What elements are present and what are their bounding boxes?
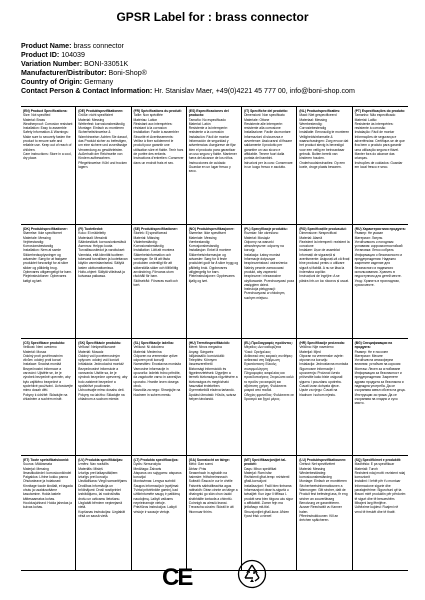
spec-cell-heading: (EL) Προδιαγραφές προϊόντος: [244,341,293,345]
spec-cell-heading: (MT) Speċifikazzjonijiet tal-prodott: [244,458,287,467]
spec-cell [297,339,352,455]
spec-cell-text: Size: Not specified Material: Brass Weatherproof: Corrosion resistant Installation: Easy to assemble Safety Information & Warnings: Make sure to securely fasten the product to ensure safe and reliable use. Keep out of reach of children. Care instructions: Store in a cool, dry place. [23,113,73,161]
spec-cell-text: Izmērs: Nav norādīts Materiāls: Misiņš Izturīgs pret laikapstākļiem: izturīgs pret koroziju Uzstādīšana: Viegli samontējams Drošības informācija un brīdinājumi: Droši nostipriniet izstrādājumu, lai nodrošinātu drošu un uzticamu lietošanu. Uzglabāt bērniem nepieejamā vietā. Kopšanas instrukcijas: Uzglabāt vēsā un sausā vietā. [78,462,127,518]
spec-cell-text: Maat: Niet gespecificeerd Materiaal: Messing Weerbestendig: Corrosiebestendig Installatie: Eenvoudig te monteren Veiligheidsinformatie & waarschuwingen: Zorg ervoor dat het product stevig is bevestigd voor een veilig en betrouwbaar gebruik. Buiten bereik van kinderen houden. Onderhoudsinstructies: Op een koele, droge plaats bewaren. [299,113,350,169]
spec-cell-heading: (SQ) Specifikimet e produktit: [354,458,401,462]
spec-cell-heading: (RU) Характеристики продукта: [354,227,406,231]
info-value: Germany [84,78,114,87]
spec-cell-heading: (PL) Specyfikacje produktu: [244,227,288,231]
spec-cell [132,456,187,570]
spec-cell-heading: (SE) Produktspecifikationer: [133,227,178,231]
spec-cell-heading: (HU) Termékspecifikációk: [188,341,230,345]
spec-cell-text: Daqs: Mhux speċifikat Materjal: Ram isfar Reżistenti għat-temp: reżistenti għall-korrużjoni Installazzjoni: Faċli biex tintrama Informazzjoni dwar is-sigurtà u twissijiet: Kun żgur li tiffissa l-prodott sew biex tiżgura użu sigur u affidabbli. Żomm fejn ma jintlaħaqx mit-tfal. Struzzjonijiet għall-kura: Aħżen f'post frisk u niexef. [244,466,294,518]
spec-cell-heading: (FI) Tuotetiedot: [78,227,104,231]
spec-cell-heading: (SL) Specifikacije izdelka: [133,341,174,345]
spec-cell-heading: (HR) Specifikacije proizvoda: [299,341,345,345]
spec-cell-text: Suurus: Määramata Materjal: Messing Ilmastikukindel: korrosioonikindel Paigaldus: Lihtne kokku panna Ohutusteave ja hoiatused: Kinnitage toode kindlalt, et tagada ohutu ja usaldusväärne kasutamine. Hoida lastele kättesaamatus kohas. Hooldusjuhised: Hoida jahedas ja kuivas kohas. [23,462,73,510]
info-label: Manufacturer/Distributor: [21,69,107,78]
spec-cell [76,225,131,338]
spec-cell-text: Koko: Ei määritelty Materiaali: Messinki Säänkestävä: korroosionkestävä Asennus: Helppo koota Turvallisuustiedot ja varoitukset: Varmista, että kiinnität tuotteen tukevasti turvallisen ja luotettavan käytön varmistamiseksi. Säilytä lasten ulottumattomissa. Hoito-ohjeet: Säilytä viileässä ja kuivassa paikassa. [78,231,128,279]
spec-cell-text: Размер: Не е посочен Материал: Месинг Устойчив на атмосферни влияния: устойчив на корозия Монтаж: Лесен за сглобяване Информация за безопасност и предупреждения: Закрепете здраво продукта за безопасна и надеждна употреба. Да се съхранява извън обсега на деца. Инструкции за грижа: Да се съхранява на хладно и сухо място. [354,349,406,406]
info-row-product-name [21,42,411,51]
spec-cell [353,456,408,570]
spec-row [21,456,408,571]
spec-row [21,107,408,225]
spec-cell-text: Størrelse: Ikke specificeret Materiale: Messing Vejrbestandig: Korrosionsbestandig Installation: Nem at samle Sikkerhedsoplysninger og advarsler: Sørg for at fastgøre produktet forsvarligt for at sikre sikker og pålidelig brug. Opbevares utilgængeligt for børn. Plejeinstruktioner: Opbevares køligt og tørt. [23,231,73,283]
spec-cell-heading: (IT) Specifiche del prodotto: [244,109,288,113]
spec-cell-text: Μέγεθος: Δεν καθορίζεται Υλικό: Ορείχαλκος Ανθεκτικό στις καιρικές συνθήκες: ανθεκτικό στη διάβρωση Εγκατάσταση: Εύκολη συναρμολόγηση Πληροφορίες ασφαλείας και προειδοποιήσεις: Στερεώστε καλά το προϊόν για ασφαλή και αξιόπιστη χρήση. Φυλάσσετε μακριά από παιδιά. Οδηγίες φροντίδας: Φυλάσσετε σε δροσερό και ξηρό μέρος. [244,345,295,401]
spec-cell [353,339,408,455]
spec-cell-heading: (NL) Productspecificaties: [299,109,341,113]
spec-cell [297,456,352,570]
spec-cell [76,456,131,570]
spec-grid [21,106,408,571]
spec-cell [353,107,408,224]
spec-cell-text: Tamanho: Não especificado Material: Latão Resistente às intempéries: resistente à corrosão Instalação: Fácil de montar Informações de segurança e advertências: Certifique-se de que fixa bem o produto para garantir uma utilização segura e fiável. Manter fora do alcance das crianças. Instruções de cuidados: Guardar em local fresco e seco. [354,113,405,169]
spec-cell-text: Dydis: Nenurodyta Medžiaga: Žalvaris Atsparus oro sąlygoms: atsparus korozijai Montavimas: Lengva surinkti Saugos informacija ir įspėjimai: Tvirtai pritvirtinkite gaminį, kad užtikrintumėte saugų ir patikimą naudojimą. Laikyti vaikams neprieinamoje vietoje. Priežiūros instrukcijos: Laikyti vėsioje ir sausoje vietoje. [133,462,182,514]
spec-cell [353,225,408,338]
spec-cell-text: Storlek: Ej specificerad Material: Mässing Väderbeständig: Korrosionsbeständig Installation: Lätt att montera Säkerhetsinformation och varningar: Se till att fästa produkten ordentligt för att säkerställa säker och tillförlitlig användning. Förvaras utom räckhåll för barn. Skötselråd: Förvaras svalt och torrt. [133,231,179,287]
product-info [21,42,411,97]
info-row-product-id [21,51,411,60]
spec-cell-heading: (FR) Spécifications du produit: [133,109,182,113]
spec-cell-text: Rozmiar: Nie określono Materiał: Mosiądz Odporny na warunki atmosferyczne: odporny na korozję Instalacja: Łatwy montaż Informacje dotyczące bezpieczeństwa i ostrzeżenia: Należy pewnie zamocować produkt, aby zapewnić bezpieczne i niezawodne użytkowanie. Przechowywać poza zasięgiem dzieci. Instrukcja pielęgnacji: Przechowywać w chłodnym, suchym miejscu. [244,231,295,300]
spec-cell-heading: (RO) Specificațiile produsului: [299,227,347,231]
info-value: Hr. Stanislav Maer, +49(0)4221 45 777 00, info@boni-shop.com [154,87,355,96]
spec-cell-text: Dimensioni: Non specificato Materiale: Ottone Resistente alle intemperie: resistente alla corrosione Installazione: Facile da montare Informazioni di sicurezza e avvertenze: Assicurarsi di fissare saldamente il prodotto per garantire un uso sicuro e affidabile. Tenere fuori dalla portata dei bambini. Istruzioni per la cura: Conservare in un luogo fresco e asciutto. [244,113,293,169]
spec-cell-heading: (EN) Product Specifications: [23,109,68,113]
spec-cell-heading: (GA) Sonraíocht an táirge: [188,458,230,462]
spec-cell-text: Tamaño: No especificado Material: Latón Resistente a la intemperie: resistente a la corrosión Instalación: Fácil de montar Información de seguridad y advertencias: Asegúrese de fijar bien el producto para garantizar un uso seguro y fiable. Mantener fuera del alcance de los niños. Instrucciones de cuidado: Guardar en un lugar fresco y seco. [188,117,237,174]
page-title: GPSR Label for : brass connector [116,10,309,24]
spec-cell-heading: (NO) Produktspesifikasjoner: [188,227,235,231]
certification-marks [0,556,425,592]
spec-cell [297,107,352,224]
spec-cell-heading: (LT) Produkto specifikacijos: [133,458,179,462]
info-row-contact [21,87,411,96]
spec-cell-heading: (DK) Produktspecifikationer: [23,227,68,231]
spec-cell [21,225,76,338]
info-value: 104039 [61,51,85,60]
info-label: Variation Number: [21,60,83,69]
info-value: Boni-Shop® [108,69,147,78]
spec-cell-heading: (PT) Especificações do produto: [354,109,406,113]
recycle-icon [237,559,267,589]
spec-cell [242,225,297,338]
spec-cell-text: Méid: Gan sonrú Ábhar: Prás Seasmhach in aghaidh na haimsire: frithchreimneach Suiteáil: Éasca le cur le chéile Faisnéis sábháilteachta agus rabhaidh: Déan cinnte an táirge a dhaingniú go slán chun úsáid shábháilte iontaofa a chinntiú. Coinnigh as aimsiú leanaí. Treoracha cúraim: Stóráil in áit fhionnuar thirim. [188,462,238,514]
spec-cell [21,456,76,570]
spec-cell-text: Madhësia: E pa specifikuar Materiali: Tunxh Rezistent ndaj motit: rezistent ndaj korrozionit Instalimi: I lehtë për t'u montuar Informacione sigurie dhe paralajmërime: Sigurohuni që ta fiksoni mirë produktin për përdorim të sigurt dhe të besueshëm. Mbajeni larg fëmijëve. Udhëzime kujdesi: Ruajeni në vend të freskët dhe të thatë. [354,462,406,514]
info-row-country [21,78,411,87]
spec-cell-text: Veličina: Nije navedeno Materijal: Mjed Otporan na vremenske uvjete: otporan na koroziju Instalacija: Jednostavna montaža Sigurnosne informacije i upozorenja: Proizvod čvrsto pričvrstite kako biste osigurali sigurnu i pouzdanu upotrebu. Čuvati izvan dohvata djece. Upute za njegu: Čuvati na hladnom i suhom mjestu. [299,345,349,397]
spec-cell [242,107,297,224]
spec-cell-text: Размер: Не указан Материал: Латунь Устойчивость к погодным условиям: коррозионностойкий Установка: Легко собрать Информация о безопасности и предупреждения: Надежно закрепите изделие для безопасного и надежного использования. Хранить в недоступном для детей месте. Уход: Хранить в прохладном, сухом месте. [354,231,403,287]
spec-cell-heading: (DE) Produktspezifikationen: [78,109,124,113]
spec-cell [242,339,297,455]
spec-cell-text: Gréisst: Net spezifizéiert Material: Messing Wiederbeständeg: korrosiounsbeständeg Montage: Einfach ze montéieren Sécherheetsinformatiounen a Warnungen: Gitt sécher, datt de Produit fest befestegt ass, fir eng sécher an zouverlässeg Benotzung ze garantéieren. Ausser Reechwäit vu Kanner halen. Pfleeinstruktiounen: Kill an dréchen späicheren. [299,462,348,523]
spec-cell-text: Velikost: Není uvedeno Materiál: Mosaz Odolný proti povětrnostním vlivům: odolný proti korozi Instalace: Snadná montáž Bezpečnostní informace a varování: Ujistěte se, že je výrobek bezpečně upevněn, aby bylo zajištěno bezpečné a spolehlivé používání. Uchovávejte mimo dosah dětí. Pokyny k údržbě: Skladujte na chladném a suchém místě. [23,345,73,401]
spec-cell-text: Veľkosť: Nešpecifikované Materiál: Mosadz Odolný voči poveternostným vplyvom: odolný voči korózii Inštalácia: Jednoduchá montáž Bezpečnostné informácie a varovania: Uistite sa, že je výrobok bezpečne upevnený, aby bolo zaistené bezpečné a spoľahlivé používanie. Uchovávajte mimo dosahu detí. Pokyny na údržbu: Skladujte na chladnom a suchom mieste. [78,345,128,401]
spec-cell-text: Dimensiune: Nespecificat Material: Alamă Rezistent la intemperii: rezistent la coroziune Instalare: Ușor de asamblat Informații de siguranță și avertismente: Asigurați-vă că fixați bine produsul pentru o utilizare sigură și fiabilă. A nu se lăsa la îndemâna copiilor. Instrucțiuni de îngrijire: A se păstra într-un loc răcoros și uscat. [299,231,350,283]
info-row-variation-number [21,60,411,69]
spec-cell [76,107,131,224]
spec-cell [187,339,242,455]
spec-cell [187,456,242,570]
spec-cell [132,225,187,338]
spec-cell-text: Velikost: Ni določeno Material: Medenina Odporen na vremenske vplive: odporen proti koroziji Namestitev: Enostavna montaža Varnostne informacije in opozorila: Izdelek trdno pritrdite, da zagotovite varno in zanesljivo uporabo. Hranite izven dosega otrok. Navodila za nego: Shranjujte na hladnem in suhem mestu. [133,345,182,397]
spec-cell-text: Størrelse: Ikke spesifisert Materiale: Messing Værbestandig: Korrosjonsbestandig Installasjon: Enkel å montere Sikkerhetsinformasjon og advarsler: Sørg for å feste produktet godt for å sikre trygg og pålitelig bruk. Oppbevares utilgjengelig for barn. Pleieinstruksjoner: Oppbevares kjølig og tørt. [188,231,239,283]
spec-cell [76,339,131,455]
spec-cell-heading: (CS) Specifikace produktu: [23,341,66,345]
ce-mark: CE [162,564,192,591]
info-value: BONI-33051K [84,60,129,69]
spec-cell [242,456,297,570]
spec-cell [187,225,242,338]
info-value: brass connector [73,42,124,50]
spec-cell-heading: (ET) Toote spetsifikatsioonid: [23,458,70,462]
info-label: Product Name: [21,42,72,50]
spec-cell-text: Größe: nicht spezifiziert Material: Messing Wetterfest: korrosionsbeständig Montage: Einfach zu montieren Sicherheitshinweise & Warnhinweise: Achten Sie darauf, das Produkt sicher zu befestigen, um eine sichere und zuverlässige Verwendung zu gewährleisten. Außerhalb der Reichweite von Kindern aufbewahren. Pflegehinweise: Kühl und trocken lagern. [78,113,128,169]
spec-cell-heading: (SK) Špecifikácie produktu: [78,341,122,345]
spec-row [21,339,408,456]
spec-cell [21,107,76,224]
spec-cell-heading: (ES) Especificaciones del producto: [188,109,229,118]
spec-cell [21,339,76,455]
spec-cell [187,107,242,224]
spec-cell-heading: (LU) Produktspezifikatiounen: [299,458,347,462]
spec-cell [297,225,352,338]
info-label: Country of Origin: [21,78,83,87]
spec-cell [132,339,187,455]
spec-cell-text: Taille: Non spécifiée Matériau: Laiton Résistant aux intempéries: résistant à la corrosion Installation: Facile à assembler Sécurité et Avertissements: Veillez à fixer solidement le produit pour garantir une utilisation sûre et fiable. Tenir hors de portée des enfants. Instructions d'entretien: Conserver dans un endroit frais et sec. [133,113,184,165]
info-label: Product ID: [21,51,60,60]
spec-cell-heading: (BG) Спецификации на продукта: [354,341,393,350]
spec-cell-text: Méret: Nincs megadva Anyag: Sárgaréz Időjárásálló: korrózióálló Telepítés: Könnyen összeszerelhető Biztonsági információk és figyelmeztetések: Ügyeljen a termék biztonságos rögzítésére a biztonságos és megbízható használat érdekében. Gyermekektől elzárva tartandó. Ápolási útmutató: Hűvös, száraz helyen tárolandó. [188,345,238,401]
info-label: Contact Person & Contact Information: [21,87,153,96]
spec-cell-heading: (LV) Produkta specifikācijas: [78,458,124,462]
spec-cell [132,107,187,224]
spec-row [21,225,408,339]
info-row-manufacturer [21,69,411,78]
